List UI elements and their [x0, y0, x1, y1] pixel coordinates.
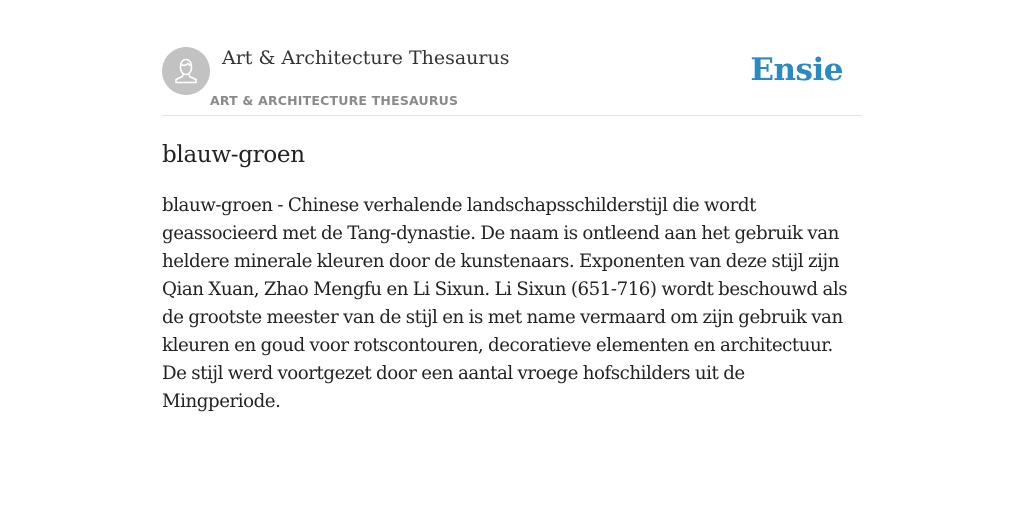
author-avatar[interactable] [162, 47, 210, 95]
user-icon [162, 47, 210, 95]
article-body: blauw-groen - Chinese verhalende landschapsschilderstijl die wordt geassocieerd met de Tang-dynastie. De naam is ontleend aan het gebruik van heldere minerale kleuren door de kunstenaars. Exponenten van deze stijl zijn Qian Xuan, Zhao Mengfu en Li Sixun. Li Sixun (651-716) wordt beschouwd als de grootste meester van de stijl en is met name vermaard om zijn gebruik van kleuren en goud voor rotscontouren, decoratieve elementen en architectuur. De stijl werd voortgezet door een aantal vroege hofschilders uit de Mingperiode. [162, 195, 848, 412]
publication-name[interactable]: ART & ARCHITECTURE THESAURUS [210, 93, 459, 108]
page-container [162, 0, 862, 512]
article-title: blauw-groen [162, 142, 305, 168]
article-header [162, 0, 862, 116]
author-name[interactable]: Art & Architecture Thesaurus [222, 47, 510, 69]
site-logo[interactable]: Ensie [750, 52, 843, 88]
